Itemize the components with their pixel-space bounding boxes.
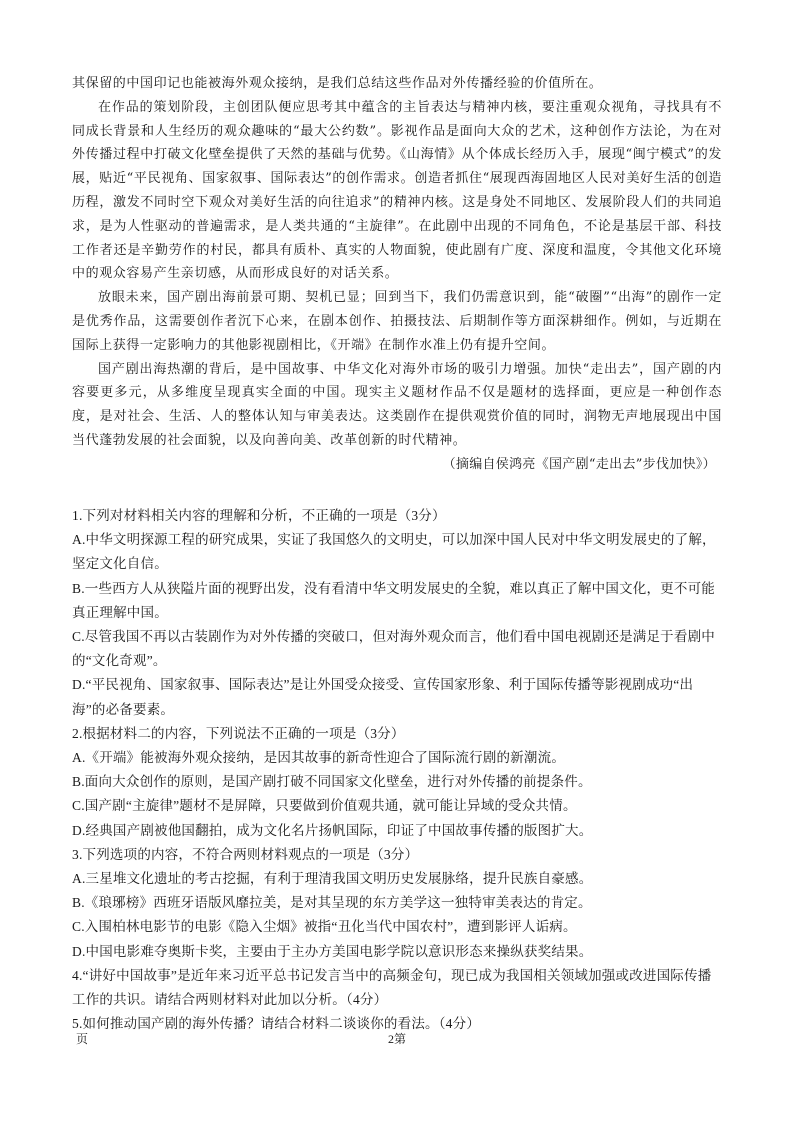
option-c: C.尽管我国不再以古装剧作为对外传播的突破口，但对海外观众而言，他们看中国电视剧还是满足于看剧中的“文化奇观”。 [72, 629, 715, 669]
question-1 [72, 504, 722, 722]
page-footer [0, 1030, 794, 1050]
passage-paragraph: 在作品的策划阶段，主创团队便应思考其中蕴含的主旨表达与精神内核，要注重观众视角，寻找具有不同成长背景和人生经历的观众趣味的“最大公约数”。影视作品是面向大众的艺术，这种创作方法论，为在对外传播过程中打破文化壁垒提供了天然的基础与优势。《山海情》从个体成长经历入手，展现“闽宁模式”的发展，贴近“平民视角、国家叙事、国际表达”的创作需求。创造者抓住“展现西海固地区人民对美好生活的创造历程，激发不同时空下观众对美好生活的向往追求”的精神内核。这是身处不同地区、发展阶段人们的共同追求，是为人性驱动的普遍需求，是人类共通的“主旋律”。在此剧中出现的不同角色，不论是基层干部、科技工作者还是辛勤劳作的村民，都具有质朴、真实的人物面貌，使此剧有广度、深度和温度，令其他文化环境中的观众容易产生亲切感，从而形成良好的对话关系。 [72, 99, 722, 282]
option-c: C.国产剧“主旋律”题材不是屏障，只要做到价值观共通，就可能让异域的受众共情。 [72, 798, 577, 814]
question-3 [72, 843, 722, 964]
passage-paragraph: 其保留的中国印记也能被海外观众接纳，是我们总结这些作品对外传播经验的价值所在。 [72, 76, 603, 91]
page-label: 页 [76, 1032, 89, 1046]
option-d: D.中国电影难夺奥斯卡奖，主要由于主办方美国电影学院以意识形态来操纵获奖结果。 [72, 943, 593, 959]
option-a: A.三星堆文化遗址的考古挖掘，有利于理清我国文明历史发展脉络，提升民族自豪感。 [72, 871, 593, 887]
passage-source: （摘编自侯鸿亮《国产剧“走出去”步伐加快》） [442, 456, 716, 472]
page-number: 2第 [388, 1032, 407, 1046]
passage-paragraph: 放眼未来，国产剧出海前景可期、契机已显；回到当下，我们仍需意识到，能“破圈”“出海”的剧作一定是优秀作品，这需要创作者沉下心来，在剧本创作、拍摄技法、后期制作等方面深耕细作。例如，与近期在国际上获得一定影响力的其他影视剧相比，《开端》在制作水准上仍有提升空间。 [72, 290, 722, 353]
question-5: 5.如何推动国产剧的海外传播？请结合材料二谈谈你的看法。（4分） [72, 1016, 481, 1032]
reading-passage [72, 72, 722, 477]
question-2 [72, 722, 722, 843]
option-d: D.“平民视角、国家叙事、国际表达”是让外国受众接受、宣传国家形象、利于国际传播等影视剧成功“出海”的必备要素。 [72, 677, 694, 717]
option-b: B.一些西方人从狭隘片面的视野出发，没有看清中华文明发展史的全貌，难以真正了解中国文化，更不可能真正理解中国。 [72, 580, 715, 620]
question-stem: 1.下列对材料相关内容的理解和分析，不正确的一项是（3分） [72, 508, 446, 523]
option-a: A.《开端》能被海外观众接纳，是因其故事的新奇性迎合了国际流行剧的新潮流。 [72, 750, 566, 766]
option-b: B.《琅琊榜》西班牙语版风靡拉美，是对其呈现的东方美学这一独特审美表达的肯定。 [72, 895, 592, 911]
question-stem: 2.根据材料二的内容，下列说法不正确的一项是（3分） [72, 725, 405, 741]
passage-paragraph: 国产剧出海热潮的背后，是中国故事、中华文化对海外市场的吸引力增强。加快“走出去”，国产剧的内容要更多元，从多维度呈现真实全面的中国。现实主义题材作品不仅是题材的选择面，更应是一种创作态度，是对社会、生活、人的整体认知与审美表达。这类剧作在提供观赏价值的同时，润物无声地展现出中国当代蓬勃发展的社会面貌，以及向善向美、改革创新的时代精神。 [72, 361, 722, 448]
option-a: A.中华文明探源工程的研究成果，实证了我国悠久的文明史，可以加深中国人民对中华文明发展史的了解，坚定文化自信。 [72, 532, 716, 572]
option-b: B.面向大众创作的原则，是国产剧打破不同国家文化壁垒，进行对外传播的前提条件。 [72, 774, 592, 790]
option-c: C.入围柏林电影节的电影《隐入尘烟》被指“丑化当代中国农村”，遭到影评人诟病。 [72, 919, 577, 935]
question-stem: 3.下列选项的内容，不符合两则材料观点的一项是（3分） [72, 846, 419, 862]
question-4: 4.“讲好中国故事”是近年来习近平总书记发言当中的高频金句，现已成为我国相关领域加强或改进国际传播工作的共识。请结合两则材料对此加以分析。（4分） [72, 967, 712, 1008]
question-list [72, 504, 722, 1036]
option-d: D.经典国产剧被他国翻拍，成为文化名片扬帆国际，印证了中国故事传播的版图扩大。 [72, 822, 593, 838]
